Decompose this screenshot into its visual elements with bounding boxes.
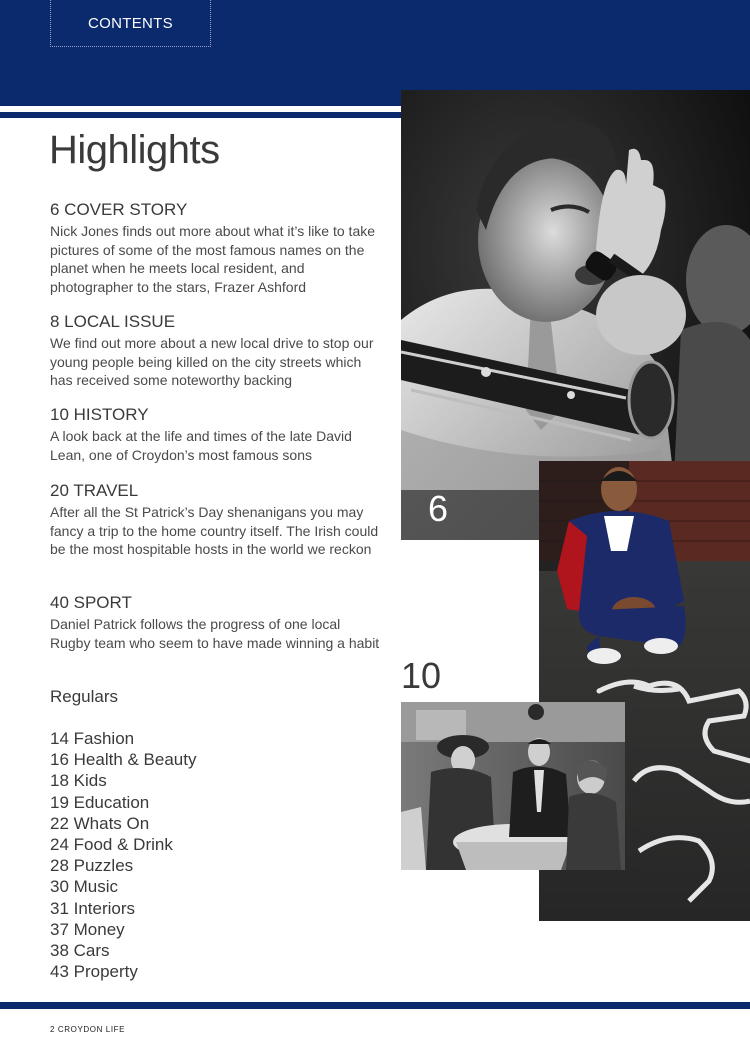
- article-travel[interactable]: [50, 481, 380, 559]
- article-sport[interactable]: [50, 593, 380, 652]
- article-heading: 8 LOCAL ISSUE: [50, 312, 176, 331]
- article-heading: 40 SPORT: [50, 593, 132, 612]
- regulars-item[interactable]: 30 Music: [50, 877, 119, 897]
- article-summary: Daniel Patrick follows the progress of one local Rugby team who seem to have made winning a habit: [50, 616, 380, 651]
- film-still-photo: [401, 702, 625, 870]
- regulars-item[interactable]: 38 Cars: [50, 941, 110, 961]
- article-summary: We find out more about a new local drive to stop our young people being killed on the city streets which has received some noteworthy backing: [50, 335, 374, 388]
- photo-page-number-6: 6: [428, 488, 449, 529]
- contents-tab[interactable]: CONTENTS: [50, 0, 211, 47]
- article-history[interactable]: [50, 405, 380, 464]
- regulars-item[interactable]: 37 Money: [50, 919, 125, 939]
- regulars-item[interactable]: 31 Interiors: [50, 898, 136, 918]
- regulars-item[interactable]: 19 Education: [50, 792, 150, 812]
- article-heading: 6 COVER STORY: [50, 200, 188, 219]
- article-local-issue[interactable]: [50, 312, 380, 390]
- article-cover-story[interactable]: [50, 200, 380, 296]
- footer-folio: 2 CROYDON LIFE: [50, 1025, 126, 1034]
- regulars-item[interactable]: 22 Whats On: [50, 813, 150, 833]
- article-heading: 20 TRAVEL: [50, 481, 139, 500]
- regulars-item[interactable]: 28 Puzzles: [50, 856, 134, 876]
- article-heading: 10 HISTORY: [50, 405, 149, 424]
- article-summary: After all the St Patrick’s Day shenanigans you may fancy a trip to the home country itself. The Irish could be the most hospitable hosts in the world we reckon: [50, 504, 379, 557]
- regulars-item[interactable]: 43 Property: [50, 962, 138, 982]
- regulars-item[interactable]: 18 Kids: [50, 771, 107, 791]
- regulars-item[interactable]: 16 Health & Beauty: [50, 750, 197, 770]
- page-title: Highlights: [49, 128, 220, 172]
- regulars-item[interactable]: 24 Food & Drink: [50, 835, 173, 855]
- regulars-heading: Regulars: [50, 687, 119, 706]
- regulars-list: [50, 728, 196, 982]
- article-summary: A look back at the life and times of the late David Lean, one of Croydon’s most famous sons: [50, 428, 352, 463]
- photo-page-number-10: 10: [401, 655, 442, 696]
- footer-rule: [0, 1002, 750, 1009]
- regulars-item[interactable]: 14 Fashion: [50, 729, 135, 748]
- article-summary: Nick Jones finds out more about what it’s like to take pictures of some of the most famous names on the planet when he meets local resident, and photographer to the stars, Frazer Ashford: [50, 223, 376, 295]
